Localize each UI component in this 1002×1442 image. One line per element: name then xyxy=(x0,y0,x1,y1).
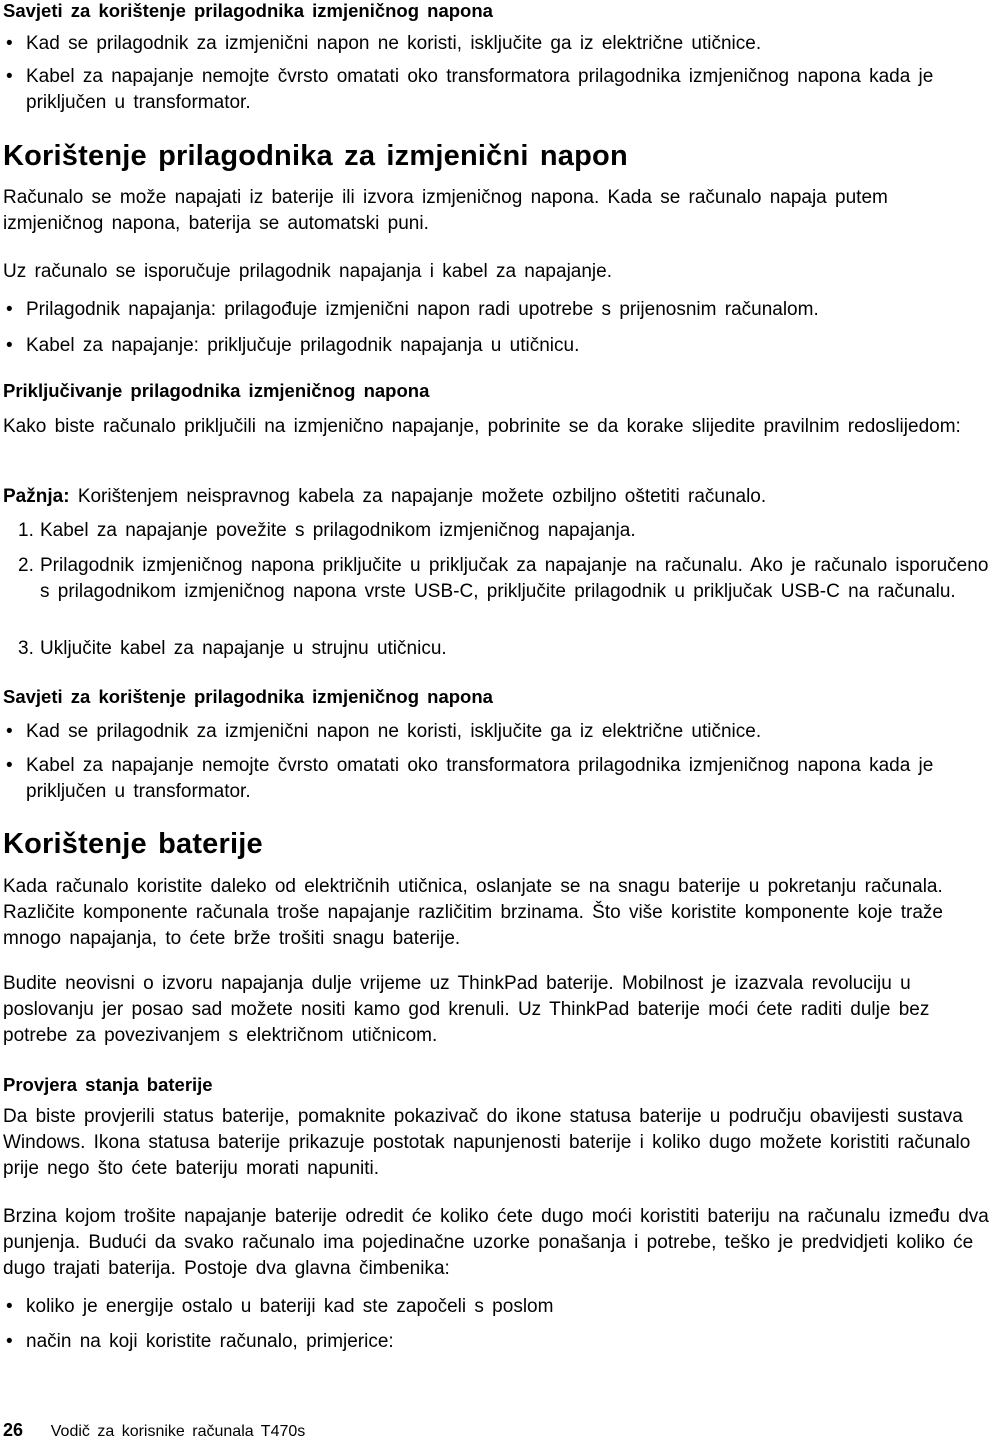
step-number: 2. xyxy=(18,555,34,576)
list-item-text: Kad se prilagodnik za izmjenični napon ne koristi, isključite ga iz električne utičnice. xyxy=(26,721,762,742)
list-item-text: Kad se prilagodnik za izmjenični napon ne koristi, isključite ga iz električne utičnice. xyxy=(26,33,762,54)
list-item-text: Kabel za napajanje nemojte čvrsto omatati oko transformatora prilagodnika izmjeničnog napona kada je priključen u transformator. xyxy=(26,66,934,113)
list-item-text: Kabel za napajanje: priključuje prilagodnik napajanja u utičnicu. xyxy=(26,335,580,356)
list-item xyxy=(3,31,1002,57)
paragraph: Uz računalo se isporučuje prilagodnik napajanja i kabel za napajanje. xyxy=(3,261,612,282)
list-item xyxy=(3,297,1002,323)
step-text: Uključite kabel za napajanje u strujnu utičnicu. xyxy=(40,638,447,659)
list-item xyxy=(18,636,1002,662)
bullet-icon: • xyxy=(6,1331,13,1352)
section-heading-connecting-adapter: Priključivanje prilagodnika izmjeničnog napona xyxy=(3,380,430,401)
section-heading-adapter-tips: Savjeti za korištenje prilagodnika izmjeničnog napona xyxy=(3,686,493,707)
paragraph: Računalo se može napajati iz baterije ili izvora izmjeničnog napona. Kada se računalo napaja putem izmjeničnog napona, baterija se automatski puni. xyxy=(3,187,888,234)
bullet-icon: • xyxy=(6,1296,13,1317)
step-text: Kabel za napajanje povežite s prilagodnikom izmjeničnog napajanja. xyxy=(40,520,636,541)
bullet-icon: • xyxy=(6,33,13,54)
step-number: 1. xyxy=(18,520,34,541)
attention-note xyxy=(3,484,1002,510)
list-item xyxy=(3,333,1002,359)
list-item xyxy=(3,753,976,805)
paragraph: Kada računalo koristite daleko od električnih utičnica, oslanjate se na snagu baterije u pokretanju računala. Različite komponente računala troše napajanje različitim brzinama. Što više koristite komponente koje traže mnogo napajanja, to ćete brže trošiti snagu baterije. xyxy=(3,876,943,949)
paragraph: Da biste provjerili status baterije, pomaknite pokazivač do ikone statusa baterije u području obavijesti sustava Windows. Ikona statusa baterije prikazuje postotak napunjenosti baterije i koliko dugo možete koristiti računalo prije nego što ćete bateriju morati napuniti. xyxy=(3,1106,971,1179)
bullet-icon: • xyxy=(6,66,13,87)
list-item xyxy=(3,719,1002,745)
list-item xyxy=(18,518,1002,544)
page-footer xyxy=(3,1420,305,1442)
step-text: Prilagodnik izmjeničnog napona priključite u priključak za napajanje na računalu. Ako je računalo isporučeno s prilagodnikom izmjeničnog napona vrste USB-C, priključite prilagodnik u priključak USB-C na računalu. xyxy=(40,555,989,602)
section-heading-using-battery: Korištenje baterije xyxy=(3,828,263,860)
list-item-text: Prilagodnik napajanja: prilagođuje izmjenični napon radi upotrebe s prijenosnim računalom. xyxy=(26,299,819,320)
section-heading-adapter-tips: Savjeti za korištenje prilagodnika izmjeničnog napona xyxy=(3,0,493,21)
bullet-icon: • xyxy=(6,299,13,320)
list-item-text: Kabel za napajanje nemojte čvrsto omatati oko transformatora prilagodnika izmjeničnog napona kada je priključen u transformator. xyxy=(26,755,934,802)
list-item xyxy=(3,1329,1002,1355)
step-number: 3. xyxy=(18,638,34,659)
attention-text: Korištenjem neispravnog kabela za napajanje možete ozbiljno oštetiti računalo. xyxy=(77,486,767,507)
list-item-text: koliko je energije ostalo u bateriji kad ste započeli s poslom xyxy=(26,1296,554,1317)
page-number: 26 xyxy=(3,1420,24,1440)
list-item xyxy=(3,1294,1002,1320)
bullet-icon: • xyxy=(6,335,13,356)
bullet-icon: • xyxy=(6,755,13,776)
paragraph: Kako biste računalo priključili na izmjenično napajanje, pobrinite se da korake slijedite pravilnim redoslijedom: xyxy=(3,416,961,437)
list-item xyxy=(18,553,1000,605)
paragraph: Brzina kojom trošite napajanje baterije odredit će koliko ćete dugo moći koristiti bateriju na računalu između dva punjenja. Budući da svako računalo ima pojedinačne uzorke ponašanja i potrebe, teško je predvidjeti koliko će dugo trajati baterija. Postoje dva glavna čimbenika: xyxy=(3,1206,989,1279)
list-item xyxy=(3,64,976,116)
paragraph: Budite neovisni o izvoru napajanja dulje vrijeme uz ThinkPad baterije. Mobilnost je izazvala revoluciju u poslovanju jer posao sad možete nositi kamo god krenuli. Uz ThinkPad baterije moći ćete raditi dulje bez potrebe za povezivanjem s električnom utičnicom. xyxy=(3,973,930,1046)
attention-label: Pažnja: xyxy=(3,486,70,507)
bullet-icon: • xyxy=(6,721,13,742)
list-item-text: način na koji koristite računalo, primjerice: xyxy=(26,1331,394,1352)
section-heading-ac-adapter: Korištenje prilagodnika za izmjenični napon xyxy=(3,140,628,172)
section-heading-battery-status: Provjera stanja baterije xyxy=(3,1074,213,1095)
document-title: Vodič za korisnike računala T470s xyxy=(50,1423,306,1440)
